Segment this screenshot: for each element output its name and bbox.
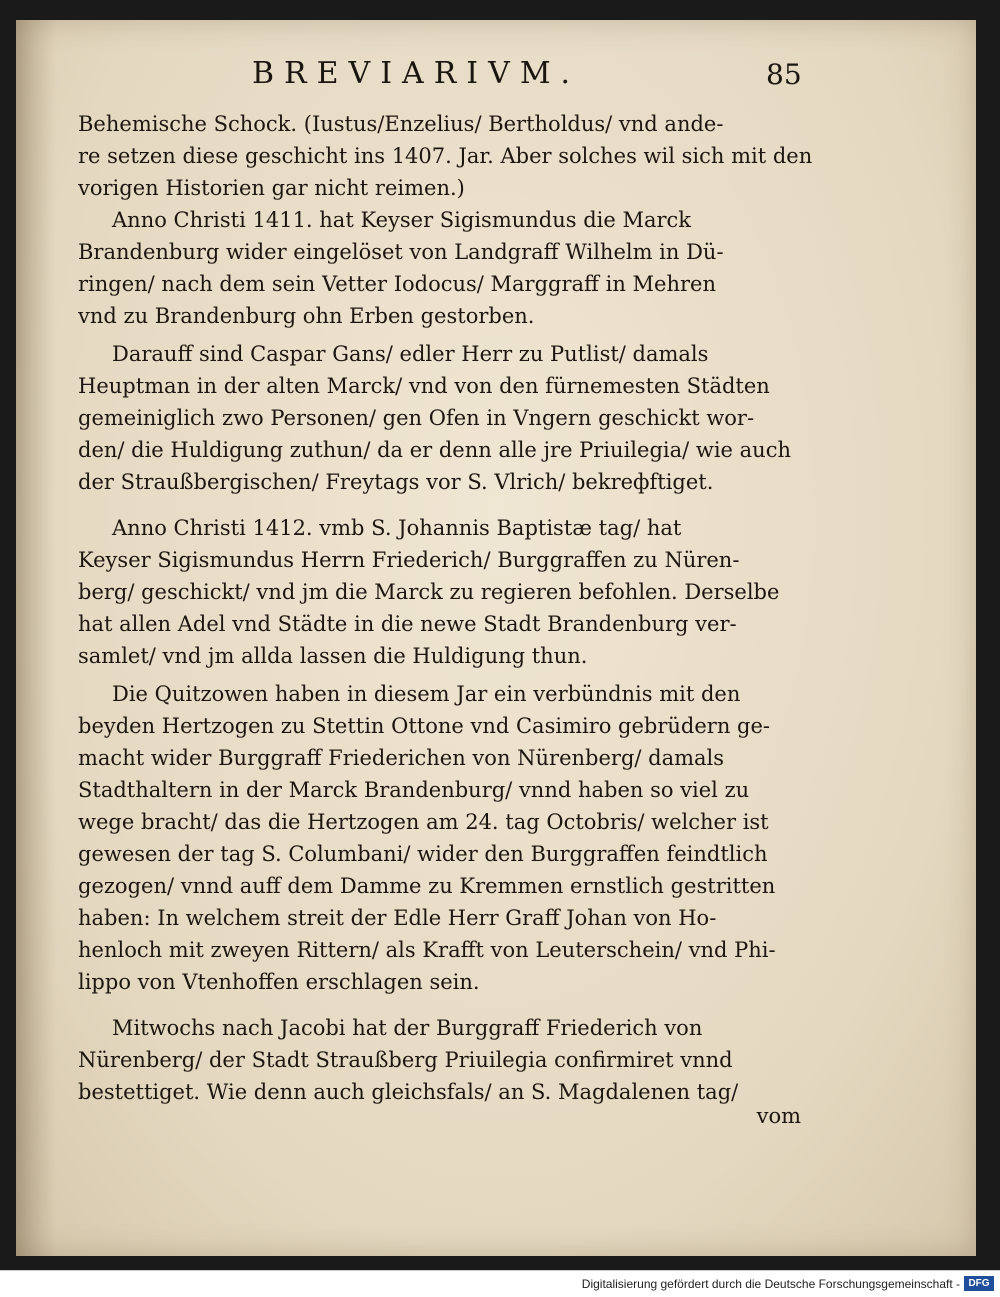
text-line: bestettiget. Wie denn auch gleichsfals/ an S. Magdalenen tag/ xyxy=(78,1080,739,1104)
text-line: Heuptman in der alten Marck/ vnd von den fürnemesten Städten xyxy=(78,374,770,398)
text-line: vorigen Historien gar nicht reimen.) xyxy=(78,176,465,200)
text-line: Mitwochs nach Jacobi hat der Burggraff Friederich von xyxy=(112,1016,703,1040)
page-gutter-shadow xyxy=(16,20,56,1256)
text-line: Die Quitzowen haben in diesem Jar ein verbündnis mit den xyxy=(112,682,741,706)
text-line: den/ die Huldigung zuthun/ da er denn alle jre Priuilegia/ wie auch xyxy=(78,438,791,462)
running-head xyxy=(16,56,976,96)
text-line: Stadthaltern in der Marck Brandenburg/ vnnd haben so viel zu xyxy=(78,778,750,802)
text-block xyxy=(78,108,838,1108)
page-number: 85 xyxy=(766,58,802,91)
funding-credit: Digitalisierung gefördert durch die Deutsche Forschungsgemeinschaft - xyxy=(581,1277,960,1291)
text-line: haben: In welchem streit der Edle Herr Graff Johan von Ho- xyxy=(78,906,717,930)
text-line: vnd zu Brandenburg ohn Erben gestorben. xyxy=(78,304,535,328)
text-line: lippo von Vtenhoffen erschlagen sein. xyxy=(78,970,480,994)
text-line: berg/ geschickt/ vnd jm die Marck zu regieren befohlen. Derselbe xyxy=(78,580,780,604)
text-line: Darauff sind Caspar Gans/ edler Herr zu Putlist/ damals xyxy=(112,342,709,366)
book-page xyxy=(16,20,976,1256)
text-line: Keyser Sigismundus Herrn Friederich/ Burggraffen zu Nüren- xyxy=(78,548,740,572)
text-line: Nürenberg/ der Stadt Straußberg Priuilegia confirmiret vnnd xyxy=(78,1048,733,1072)
footer-bar xyxy=(0,1270,1000,1297)
text-line: Anno Christi 1412. vmb S. Johannis Baptistæ tag/ hat xyxy=(112,516,682,540)
running-title: BREVIARIVM. xyxy=(252,56,581,91)
text-line: macht wider Burggraff Friederichen von Nürenberg/ damals xyxy=(78,746,725,770)
text-line: der Straußbergischen/ Freytags vor S. Vlrich/ bekreфftiget. xyxy=(78,470,714,494)
text-line: Brandenburg wider eingelöset von Landgraff Wilhelm in Dü- xyxy=(78,240,724,264)
text-line: gewesen der tag S. Columbani/ wider den Burggraffen feindtlich xyxy=(78,842,768,866)
text-line: wege bracht/ das die Hertzogen am 24. tag Octobris/ welcher ist xyxy=(78,810,769,834)
text-line: gemeiniglich zwo Personen/ gen Ofen in Vngern geschickt wor- xyxy=(78,406,755,430)
text-line: Anno Christi 1411. hat Keyser Sigismundus die Marck xyxy=(112,208,692,232)
text-line: henloch mit zweyen Rittern/ als Krafft von Leuterschein/ vnd Phi- xyxy=(78,938,776,962)
text-line: hat allen Adel vnd Städte in die newe Stadt Brandenburg ver- xyxy=(78,612,737,636)
text-line: Behemische Schock. (Iustus/Enzelius/ Bertholdus/ vnd ande- xyxy=(78,112,724,136)
text-line: re setzen diese geschicht ins 1407. Jar. Aber solches wil sich mit den xyxy=(78,144,813,168)
text-line: samlet/ vnd jm allda lassen die Huldigung thun. xyxy=(78,644,588,668)
dfg-logo: DFG xyxy=(964,1276,994,1291)
text-line: gezogen/ vnnd auff dem Damme zu Kremmen ernstlich gestritten xyxy=(78,874,776,898)
text-line: ringen/ nach dem sein Vetter Iodocus/ Marggraff in Mehren xyxy=(78,272,716,296)
text-line: beyden Hertzogen zu Stettin Ottone vnd Casimiro gebrüdern ge- xyxy=(78,714,771,738)
catchword: vom xyxy=(756,1104,801,1128)
